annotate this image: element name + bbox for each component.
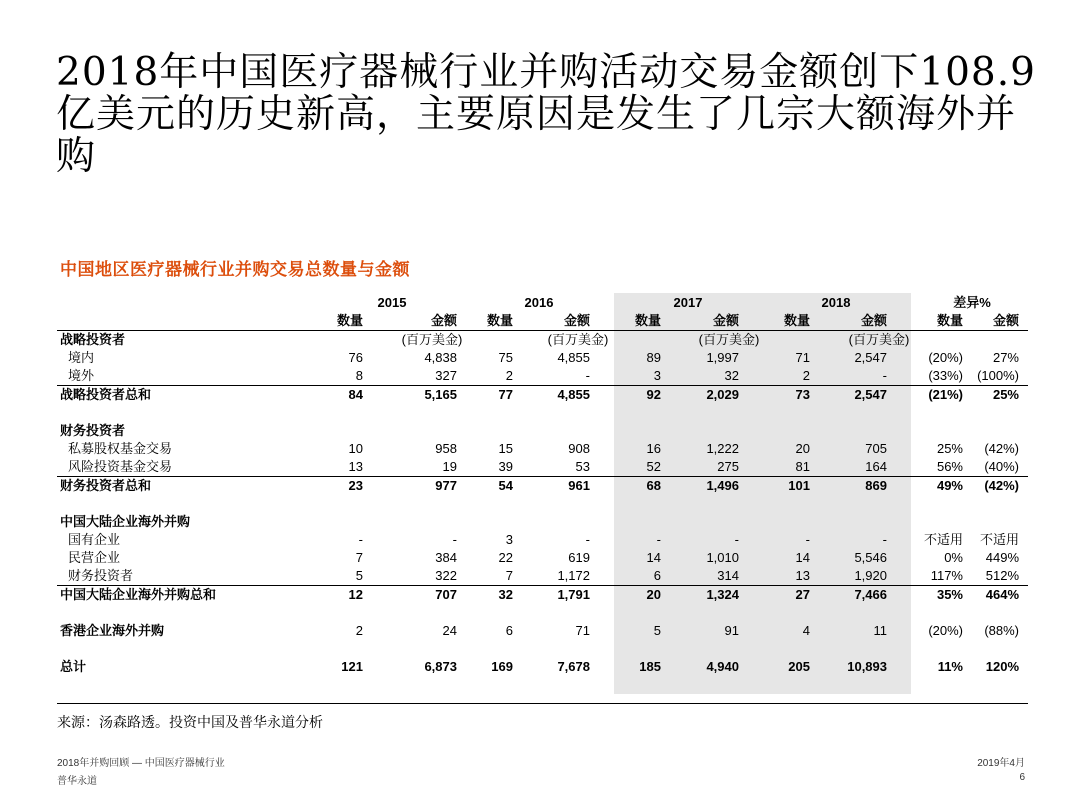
diff-cell: 不适用 [979,532,1019,547]
amount-cell: 4,855 [557,387,590,402]
diff-cell: 56% [936,459,963,474]
count-header: 数量 [783,313,810,328]
table-row [57,458,1028,477]
count-cell: 75 [498,350,513,365]
table-row [57,549,1028,567]
count-cell: 39 [498,459,513,474]
count-cell: 71 [795,350,810,365]
count-cell: - [358,532,363,547]
unit-label: (百万美金) [698,332,760,347]
amount-header: 金额 [860,313,887,328]
count-cell: 12 [348,587,363,602]
amount-cell: 6,873 [424,659,457,674]
amount-cell: 977 [435,478,457,493]
count-cell: 5 [355,568,363,583]
diff-cell: 35% [936,587,963,602]
count-cell: 68 [646,478,661,493]
amount-cell: 707 [435,587,457,602]
count-header: 数量 [336,313,363,328]
diff-cell: 512% [985,568,1019,583]
amount-cell: 24 [442,623,457,638]
diff-cell: 449% [985,550,1019,565]
count-cell: 2 [802,368,810,383]
spacer-row [57,404,1028,422]
count-cell: 7 [505,568,513,583]
count-cell: 2 [505,368,513,383]
diff-cell: 不适用 [923,532,963,547]
count-cell: 3 [653,368,661,383]
section-header-row [57,422,1028,440]
spacer-row [57,640,1028,658]
amount-cell: 164 [865,459,887,474]
year-2015: 2015 [377,295,407,310]
year-2018: 2018 [821,295,851,310]
amount-cell: 961 [568,478,590,493]
count-cell: 185 [639,659,661,674]
diff-cell: 27% [992,350,1019,365]
count-cell: 6 [505,623,513,638]
section-label: 财务投资者 [60,423,126,438]
count-cell: 2 [355,623,363,638]
footer-company: 普华永道 [57,776,97,787]
count-cell: 13 [348,459,363,474]
row-label: 境内 [68,350,95,365]
count-cell: 32 [498,587,513,602]
page-number: 6 [1019,772,1025,783]
table-row [57,349,1028,367]
row-label: 总计 [60,659,87,674]
diff-cell: 25% [992,387,1019,402]
amount-cell: 5,165 [424,387,457,402]
count-cell: 22 [498,550,513,565]
count-cell: 101 [788,478,810,493]
total-row [57,586,1028,604]
section-label: 中国大陆企业海外并购 [60,514,191,529]
diff-cell: (42%) [984,478,1019,493]
count-cell: - [805,532,810,547]
year-2017: 2017 [673,295,703,310]
row-label: 国有企业 [68,532,121,547]
amount-cell: 1,222 [706,441,739,456]
amount-cell: 619 [568,550,590,565]
row-label: 境外 [68,368,95,383]
count-cell: - [656,532,661,547]
row-label: 财务投资者总和 [60,478,152,493]
count-cell: 14 [646,550,661,565]
amount-header: 金额 [992,313,1019,328]
diff-cell: 0% [944,550,963,565]
count-cell: 7 [355,550,363,565]
count-header: 数量 [634,313,661,328]
table-row [57,567,1028,586]
count-cell: 20 [795,441,810,456]
amount-cell: - [585,368,590,383]
count-cell: 4 [802,623,810,638]
section-header-row [57,513,1028,531]
diff-cell: (21%) [928,387,963,402]
amount-cell: - [882,532,887,547]
diff-cell: (20%) [928,623,963,638]
count-cell: 77 [498,387,513,402]
amount-header: 金额 [712,313,739,328]
amount-cell: 2,547 [854,350,887,365]
spacer-row [57,495,1028,513]
count-cell: 15 [498,441,513,456]
diff-cell: (20%) [928,350,963,365]
row-label: 私募股权基金交易 [68,441,173,456]
count-cell: 13 [795,568,810,583]
table-row [57,440,1028,458]
count-cell: 89 [646,350,661,365]
total-row [57,477,1028,495]
column-header-row [57,312,1028,331]
diff-cell: 120% [985,659,1019,674]
amount-cell: 91 [724,623,739,638]
amount-cell: - [734,532,739,547]
count-cell: 6 [653,568,661,583]
year-header-row [57,294,1028,312]
count-cell: 10 [348,441,363,456]
row-label: 财务投资者 [68,568,134,583]
amount-cell: 1,324 [706,587,739,602]
hongkong-row [57,622,1028,640]
amount-cell: 869 [865,478,887,493]
amount-cell: 1,920 [854,568,887,583]
amount-cell: 5,546 [854,550,887,565]
row-label: 民营企业 [68,550,121,565]
diff-cell: 25% [936,441,963,456]
amount-cell: - [585,532,590,547]
diff-cell: (33%) [928,368,963,383]
amount-cell: 32 [724,368,739,383]
table-bottom-rule [57,703,1028,704]
amount-cell: 71 [575,623,590,638]
diff-cell: 11% [937,659,963,674]
table-row [57,531,1028,549]
amount-cell: - [882,368,887,383]
ma-table [57,294,1028,676]
section-header-row [57,331,1028,349]
count-header: 数量 [936,313,963,328]
count-cell: 27 [795,587,810,602]
slide-title: 2018年中国医疗器械行业并购活动交易金额创下108.9亿美元的历史新高，主要原因是发生了几宗大额海外并购 [56,50,1036,179]
count-cell: 73 [795,387,810,402]
count-cell: 169 [491,659,513,674]
footer-report-title: 2018年并购回顾 — 中国医疗器械行业 [57,758,225,769]
row-label: 香港企业海外并购 [60,623,165,638]
amount-cell: - [452,532,457,547]
amount-header: 金额 [430,313,457,328]
diff-cell: 464% [985,587,1019,602]
section-label: 战略投资者 [60,332,126,347]
amount-cell: 7,466 [854,587,887,602]
amount-cell: 705 [865,441,887,456]
diff-cell: (40%) [984,459,1019,474]
count-cell: 14 [795,550,810,565]
amount-cell: 1,496 [706,478,739,493]
count-cell: 121 [341,659,363,674]
table-row [57,367,1028,386]
amount-cell: 1,791 [557,587,590,602]
amount-cell: 275 [717,459,739,474]
count-cell: 84 [348,387,363,402]
grand-total-row [57,658,1028,676]
amount-cell: 4,838 [424,350,457,365]
count-cell: 16 [646,441,661,456]
total-row [57,386,1028,404]
amount-cell: 384 [435,550,457,565]
count-cell: 52 [646,459,661,474]
amount-cell: 908 [568,441,590,456]
count-cell: 3 [505,532,513,547]
count-cell: 8 [355,368,363,383]
diff-cell: 117% [930,568,963,583]
count-cell: 76 [348,350,363,365]
amount-cell: 2,029 [706,387,739,402]
amount-cell: 19 [442,459,457,474]
unit-label: (百万美金) [848,332,910,347]
amount-cell: 10,893 [847,659,887,674]
amount-header: 金额 [563,313,590,328]
diff-cell: (100%) [977,368,1019,383]
diff-header: 差异% [953,295,991,310]
diff-cell: 49% [936,478,963,493]
count-cell: 20 [646,587,661,602]
diff-cell: (42%) [984,441,1019,456]
count-cell: 92 [646,387,661,402]
year-2016: 2016 [524,295,554,310]
count-cell: 54 [498,478,513,493]
amount-cell: 2,547 [854,387,887,402]
amount-cell: 327 [435,368,457,383]
source-note: 来源：汤森路透。投资中国及普华永道分析 [57,714,323,730]
diff-cell: (88%) [984,623,1019,638]
count-cell: 205 [788,659,810,674]
amount-cell: 11 [873,623,887,638]
amount-cell: 1,997 [706,350,739,365]
amount-cell: 322 [435,568,457,583]
amount-cell: 1,172 [557,568,590,583]
count-cell: 23 [348,478,363,493]
amount-cell: 958 [435,441,457,456]
footer-date: 2019年4月 [977,758,1025,769]
amount-cell: 1,010 [706,550,739,565]
count-cell: 5 [653,623,661,638]
row-label: 战略投资者总和 [60,387,152,402]
row-label: 风险投资基金交易 [68,459,173,474]
count-header: 数量 [486,313,513,328]
table-title: 中国地区医疗器械行业并购交易总数量与金额 [60,260,410,279]
amount-cell: 4,855 [557,350,590,365]
row-label: 中国大陆企业海外并购总和 [60,587,217,602]
spacer-row [57,604,1028,622]
count-cell: 81 [795,459,810,474]
amount-cell: 7,678 [557,659,590,674]
amount-cell: 53 [575,459,590,474]
unit-label: (百万美金) [547,332,609,347]
amount-cell: 4,940 [706,659,739,674]
unit-label: (百万美金) [401,332,463,347]
amount-cell: 314 [717,568,739,583]
